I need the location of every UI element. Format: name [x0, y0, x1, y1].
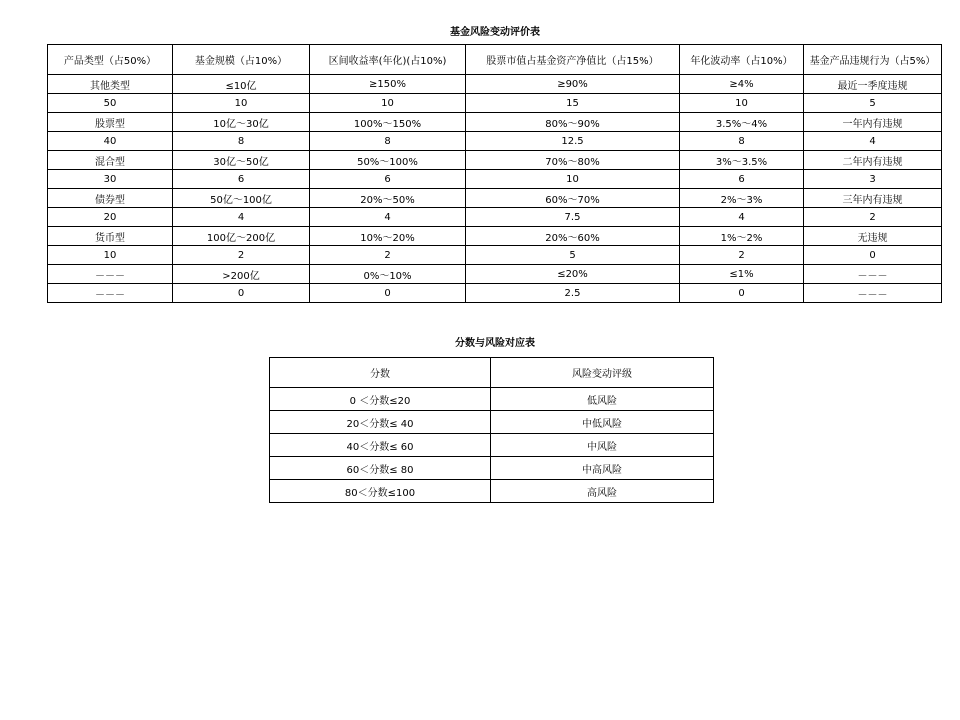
table-cell: 20 — [48, 208, 173, 227]
score-table-title: 分数与风险对应表 — [455, 338, 535, 349]
table-row — [48, 113, 942, 132]
table-cell: 4 — [680, 208, 804, 227]
column-header: 区间收益率(年化)(占10%) — [310, 45, 466, 75]
table-row — [270, 434, 714, 457]
table-cell: 10 — [466, 170, 680, 189]
table-cell: 0 — [310, 284, 466, 303]
table-cell: 0 — [804, 246, 942, 265]
table-row — [270, 480, 714, 503]
table-cell: 2.5 — [466, 284, 680, 303]
table-cell: 50 — [48, 94, 173, 113]
table-cell: 无违规 — [804, 227, 942, 246]
table-row — [48, 227, 942, 246]
table-cell: 最近一季度违规 — [804, 75, 942, 94]
table-cell: 8 — [680, 132, 804, 151]
table-cell: 20＜分数≤ 40 — [270, 411, 491, 434]
table-cell: 15 — [466, 94, 680, 113]
table-cell: 2 — [804, 208, 942, 227]
column-header: 分数 — [270, 358, 491, 388]
table-cell: 3.5%～4% — [680, 113, 804, 132]
table-cell: 40＜分数≤ 60 — [270, 434, 491, 457]
table-cell: 0 ＜分数≤20 — [270, 388, 491, 411]
table-cell: ≥90% — [466, 75, 680, 94]
eval-table-title: 基金风险变动评价表 — [450, 27, 540, 38]
table-cell: 50亿～100亿 — [173, 189, 310, 208]
table-cell: 10亿～30亿 — [173, 113, 310, 132]
table-cell: 0 — [173, 284, 310, 303]
table-cell: 中风险 — [491, 434, 714, 457]
table-cell: 股票型 — [48, 113, 173, 132]
table-cell: ≥4% — [680, 75, 804, 94]
column-header: 产品类型（占50%） — [48, 45, 173, 75]
table-cell: 3%～3.5% — [680, 151, 804, 170]
table-cell: 60%～70% — [466, 189, 680, 208]
table-cell: 10 — [680, 94, 804, 113]
table-cell: 4 — [173, 208, 310, 227]
table-cell: ≤10亿 — [173, 75, 310, 94]
table-cell: 混合型 — [48, 151, 173, 170]
table-row — [48, 151, 942, 170]
table-row — [48, 75, 942, 94]
table-row — [48, 265, 942, 284]
table-cell: >200亿 — [173, 265, 310, 284]
table-cell: 高风险 — [491, 480, 714, 503]
column-header: 股票市值占基金资产净值比（占15%） — [466, 45, 680, 75]
table-header-row — [48, 45, 942, 75]
table-cell: 低风险 — [491, 388, 714, 411]
table-cell: 10 — [48, 246, 173, 265]
table-cell: 10%～20% — [310, 227, 466, 246]
table-cell: 2%～3% — [680, 189, 804, 208]
table-row — [48, 189, 942, 208]
table-cell: 2 — [680, 246, 804, 265]
table-cell: 5 — [804, 94, 942, 113]
table-cell: 0 — [680, 284, 804, 303]
table-cell: 2 — [310, 246, 466, 265]
table-row — [48, 170, 942, 189]
table-cell: 10 — [310, 94, 466, 113]
table-row — [48, 208, 942, 227]
table-cell: 货币型 — [48, 227, 173, 246]
table-cell: 8 — [310, 132, 466, 151]
table-cell: －－－ — [804, 284, 942, 303]
table-cell: 100亿～200亿 — [173, 227, 310, 246]
table-cell: 30亿～50亿 — [173, 151, 310, 170]
fund-risk-evaluation-table — [47, 44, 942, 303]
table-cell: 0%～10% — [310, 265, 466, 284]
score-risk-mapping-table — [269, 357, 714, 503]
table-cell: 4 — [310, 208, 466, 227]
table-cell: 40 — [48, 132, 173, 151]
table-row — [270, 388, 714, 411]
table-header-row — [270, 358, 714, 388]
table-cell: ≤20% — [466, 265, 680, 284]
table-cell: 60＜分数≤ 80 — [270, 457, 491, 480]
table-cell: 3 — [804, 170, 942, 189]
column-header: 基金规模（占10%） — [173, 45, 310, 75]
table-cell: 20%～50% — [310, 189, 466, 208]
table-cell: ≥150% — [310, 75, 466, 94]
table-cell: 8 — [173, 132, 310, 151]
table-cell: －－－ — [804, 265, 942, 284]
table-row — [48, 284, 942, 303]
column-header: 年化波动率（占10%） — [680, 45, 804, 75]
table-cell: 4 — [804, 132, 942, 151]
table-cell: 7.5 — [466, 208, 680, 227]
table-cell: 6 — [680, 170, 804, 189]
table-row — [48, 94, 942, 113]
table-cell: －－－ — [48, 265, 173, 284]
column-header: 基金产品违规行为（占5%） — [804, 45, 942, 75]
table-cell: 5 — [466, 246, 680, 265]
table-cell: 50%～100% — [310, 151, 466, 170]
table-cell: 12.5 — [466, 132, 680, 151]
table-cell: 三年内有违规 — [804, 189, 942, 208]
table-cell: 债券型 — [48, 189, 173, 208]
table-cell: 80%～90% — [466, 113, 680, 132]
table-cell: ≤1% — [680, 265, 804, 284]
table-cell: 6 — [173, 170, 310, 189]
table-cell: 100%～150% — [310, 113, 466, 132]
table-row — [270, 411, 714, 434]
table-cell: 中低风险 — [491, 411, 714, 434]
table-cell: 10 — [173, 94, 310, 113]
table-cell: 2 — [173, 246, 310, 265]
table-cell: 6 — [310, 170, 466, 189]
table-cell: 80＜分数≤100 — [270, 480, 491, 503]
table-cell: 1%～2% — [680, 227, 804, 246]
table-cell: 30 — [48, 170, 173, 189]
table-cell: 20%～60% — [466, 227, 680, 246]
table-row — [48, 246, 942, 265]
column-header: 风险变动评级 — [491, 358, 714, 388]
table-row — [270, 457, 714, 480]
table-cell: 一年内有违规 — [804, 113, 942, 132]
table-cell: 其他类型 — [48, 75, 173, 94]
table-cell: 70%～80% — [466, 151, 680, 170]
table-row — [48, 132, 942, 151]
table-cell: －－－ — [48, 284, 173, 303]
table-cell: 二年内有违规 — [804, 151, 942, 170]
table-cell: 中高风险 — [491, 457, 714, 480]
